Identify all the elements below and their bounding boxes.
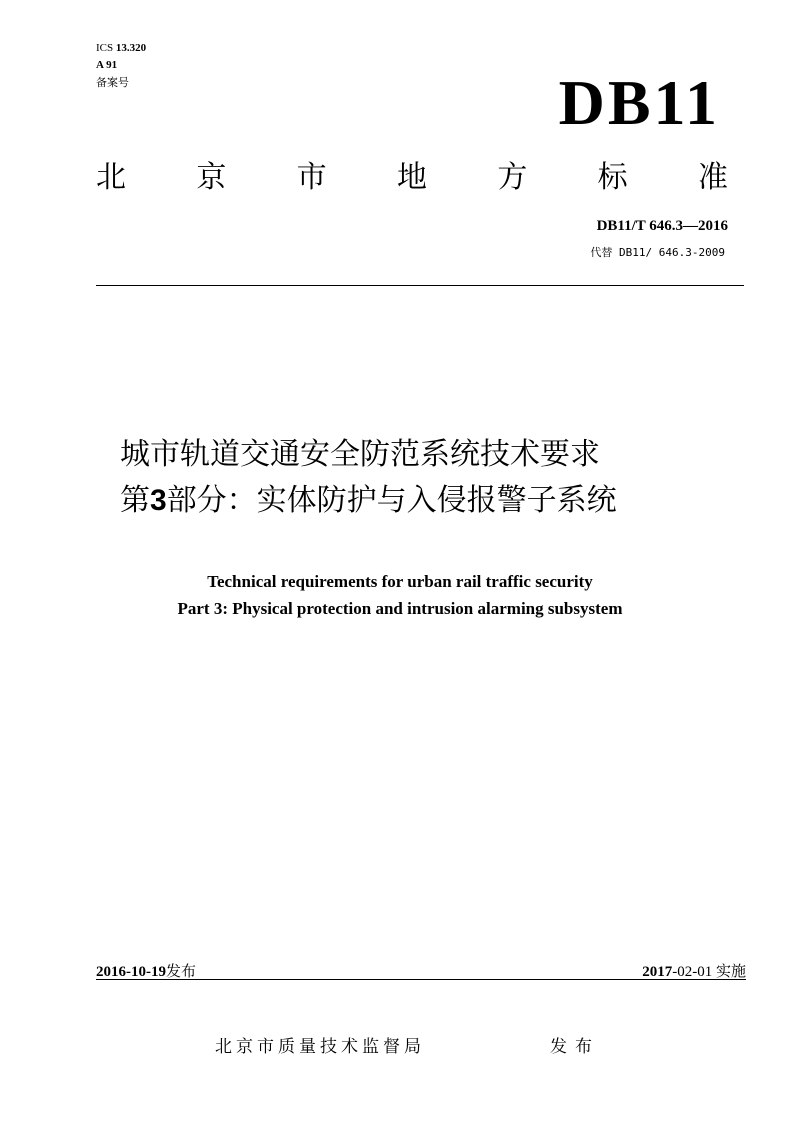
- title-zh-line1: 城市轨道交通安全防范系统技术要求: [120, 437, 600, 472]
- standard-number: DB11/T 646.3—2016: [596, 218, 728, 234]
- title-zh: [120, 432, 617, 524]
- record-label: 备案号: [96, 76, 129, 89]
- db-logo: DB11: [558, 67, 720, 138]
- issuer: 北京市质量技术监督局: [215, 1037, 425, 1057]
- title-en: [0, 568, 800, 622]
- ics-label: ICS: [96, 42, 114, 54]
- standard-type-char: 市: [296, 160, 327, 195]
- header-meta: [96, 40, 146, 91]
- footer-divider: [96, 979, 746, 980]
- title-en-line1: Technical requirements for urban rail traffic security: [207, 572, 593, 591]
- title-zh-line2: 第3部分：实体防护与入侵报警子系统: [120, 483, 617, 518]
- ics-line: [96, 40, 146, 57]
- standard-type-char: 京: [196, 160, 227, 195]
- publish-date: 2016-10-19发布: [96, 962, 197, 980]
- title-en-line2: Part 3: Physical protection and intrusion alarming subsystem: [177, 599, 623, 618]
- class-code: A 91: [96, 59, 118, 71]
- issue-label: 发布: [550, 1037, 600, 1057]
- standard-type-char: 标: [597, 160, 628, 195]
- standard-type-char: 准: [697, 160, 728, 195]
- ics-value: 13.320: [115, 42, 147, 54]
- effective-date: 2017-02-01 实施: [642, 962, 746, 980]
- standard-type-char: 方: [497, 160, 528, 195]
- header-divider: [96, 285, 744, 286]
- replaces-note: 代替 DB11/ 646.3-2009: [590, 246, 725, 259]
- standard-type-char: 地: [396, 160, 427, 195]
- standard-type: [96, 158, 728, 198]
- standard-type-char: 北: [96, 160, 126, 195]
